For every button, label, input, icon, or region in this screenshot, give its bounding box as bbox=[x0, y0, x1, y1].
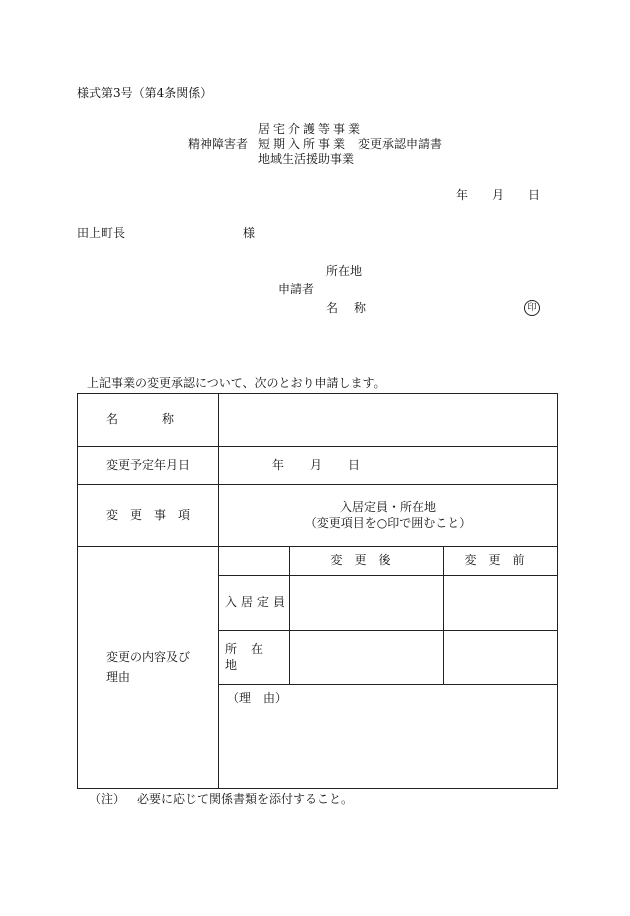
before-header-cell bbox=[444, 547, 558, 576]
date-day: 日 bbox=[528, 188, 541, 202]
footnote bbox=[89, 793, 353, 805]
capacity-before-cell[interactable] bbox=[444, 576, 558, 631]
after-label: 変更後 bbox=[330, 553, 403, 568]
seal-mark: 印 bbox=[524, 300, 540, 316]
intro-text: 上記事業の変更承認について、次のとおり申請します。 bbox=[87, 376, 386, 390]
location-before-cell[interactable] bbox=[444, 631, 558, 685]
table-row bbox=[78, 547, 558, 576]
title-line-1: 居宅介護等事業 bbox=[258, 122, 364, 136]
title-line-2-right: 変更承認申請書 bbox=[358, 137, 443, 151]
note-text: 必要に応じて関係書類を添付すること。 bbox=[137, 792, 354, 806]
name-label: 名称 bbox=[106, 412, 219, 427]
honorific: 様 bbox=[243, 226, 256, 240]
applicant-label: 申請者 bbox=[278, 282, 315, 296]
change-date-cell[interactable] bbox=[219, 447, 558, 485]
application-date bbox=[456, 189, 540, 201]
title-line-3: 地域生活援助事業 bbox=[258, 152, 355, 166]
change-content-label: 変更の内容及び理由 bbox=[106, 650, 191, 684]
form-number: 様式第3号（第4条関係） bbox=[77, 86, 213, 100]
location-after-cell[interactable] bbox=[290, 631, 444, 685]
title-line-2-mid: 短期入所事業 bbox=[258, 137, 349, 151]
table-row bbox=[78, 394, 558, 447]
after-header-cell bbox=[290, 547, 444, 576]
title-line-2-left: 精神障害者 bbox=[188, 137, 249, 151]
location-label: 所在地 bbox=[225, 641, 278, 672]
capacity-label: 入居定員 bbox=[225, 595, 290, 610]
name-value-cell[interactable] bbox=[219, 394, 558, 447]
date-year: 年 bbox=[456, 188, 469, 202]
change-items-cell[interactable] bbox=[219, 485, 558, 547]
change-items-label: 変更事項 bbox=[106, 507, 203, 522]
title-line-2 bbox=[188, 138, 442, 150]
change-date-year: 年 bbox=[272, 457, 285, 472]
capacity-label-cell bbox=[219, 576, 290, 631]
before-label: 変更前 bbox=[464, 553, 537, 568]
capacity-after-cell[interactable] bbox=[290, 576, 444, 631]
addressee: 田上町長 bbox=[77, 226, 126, 240]
table-row bbox=[78, 447, 558, 485]
application-table bbox=[77, 393, 558, 789]
header-blank-cell bbox=[219, 547, 290, 576]
change-items-options: 入居定員・所在地 bbox=[340, 499, 437, 514]
note-prefix: （注） bbox=[89, 792, 126, 806]
date-label-cell bbox=[78, 447, 219, 485]
reason-label: （理 由） bbox=[227, 691, 288, 705]
name-label-cell bbox=[78, 394, 219, 447]
location-label-cell bbox=[219, 631, 290, 685]
change-date-day: 日 bbox=[348, 457, 361, 472]
applicant-name-label: 名称 bbox=[326, 301, 383, 315]
reason-cell[interactable] bbox=[219, 685, 558, 789]
change-date-label: 変更予定年月日 bbox=[106, 457, 191, 472]
address-label: 所在地 bbox=[326, 264, 363, 278]
change-items-instruction: （変更項目を○印で囲むこと） bbox=[304, 515, 472, 530]
content-label-cell bbox=[78, 547, 219, 789]
change-date-month: 月 bbox=[310, 457, 323, 472]
table-row bbox=[78, 485, 558, 547]
date-month: 月 bbox=[492, 188, 505, 202]
items-label-cell bbox=[78, 485, 219, 547]
